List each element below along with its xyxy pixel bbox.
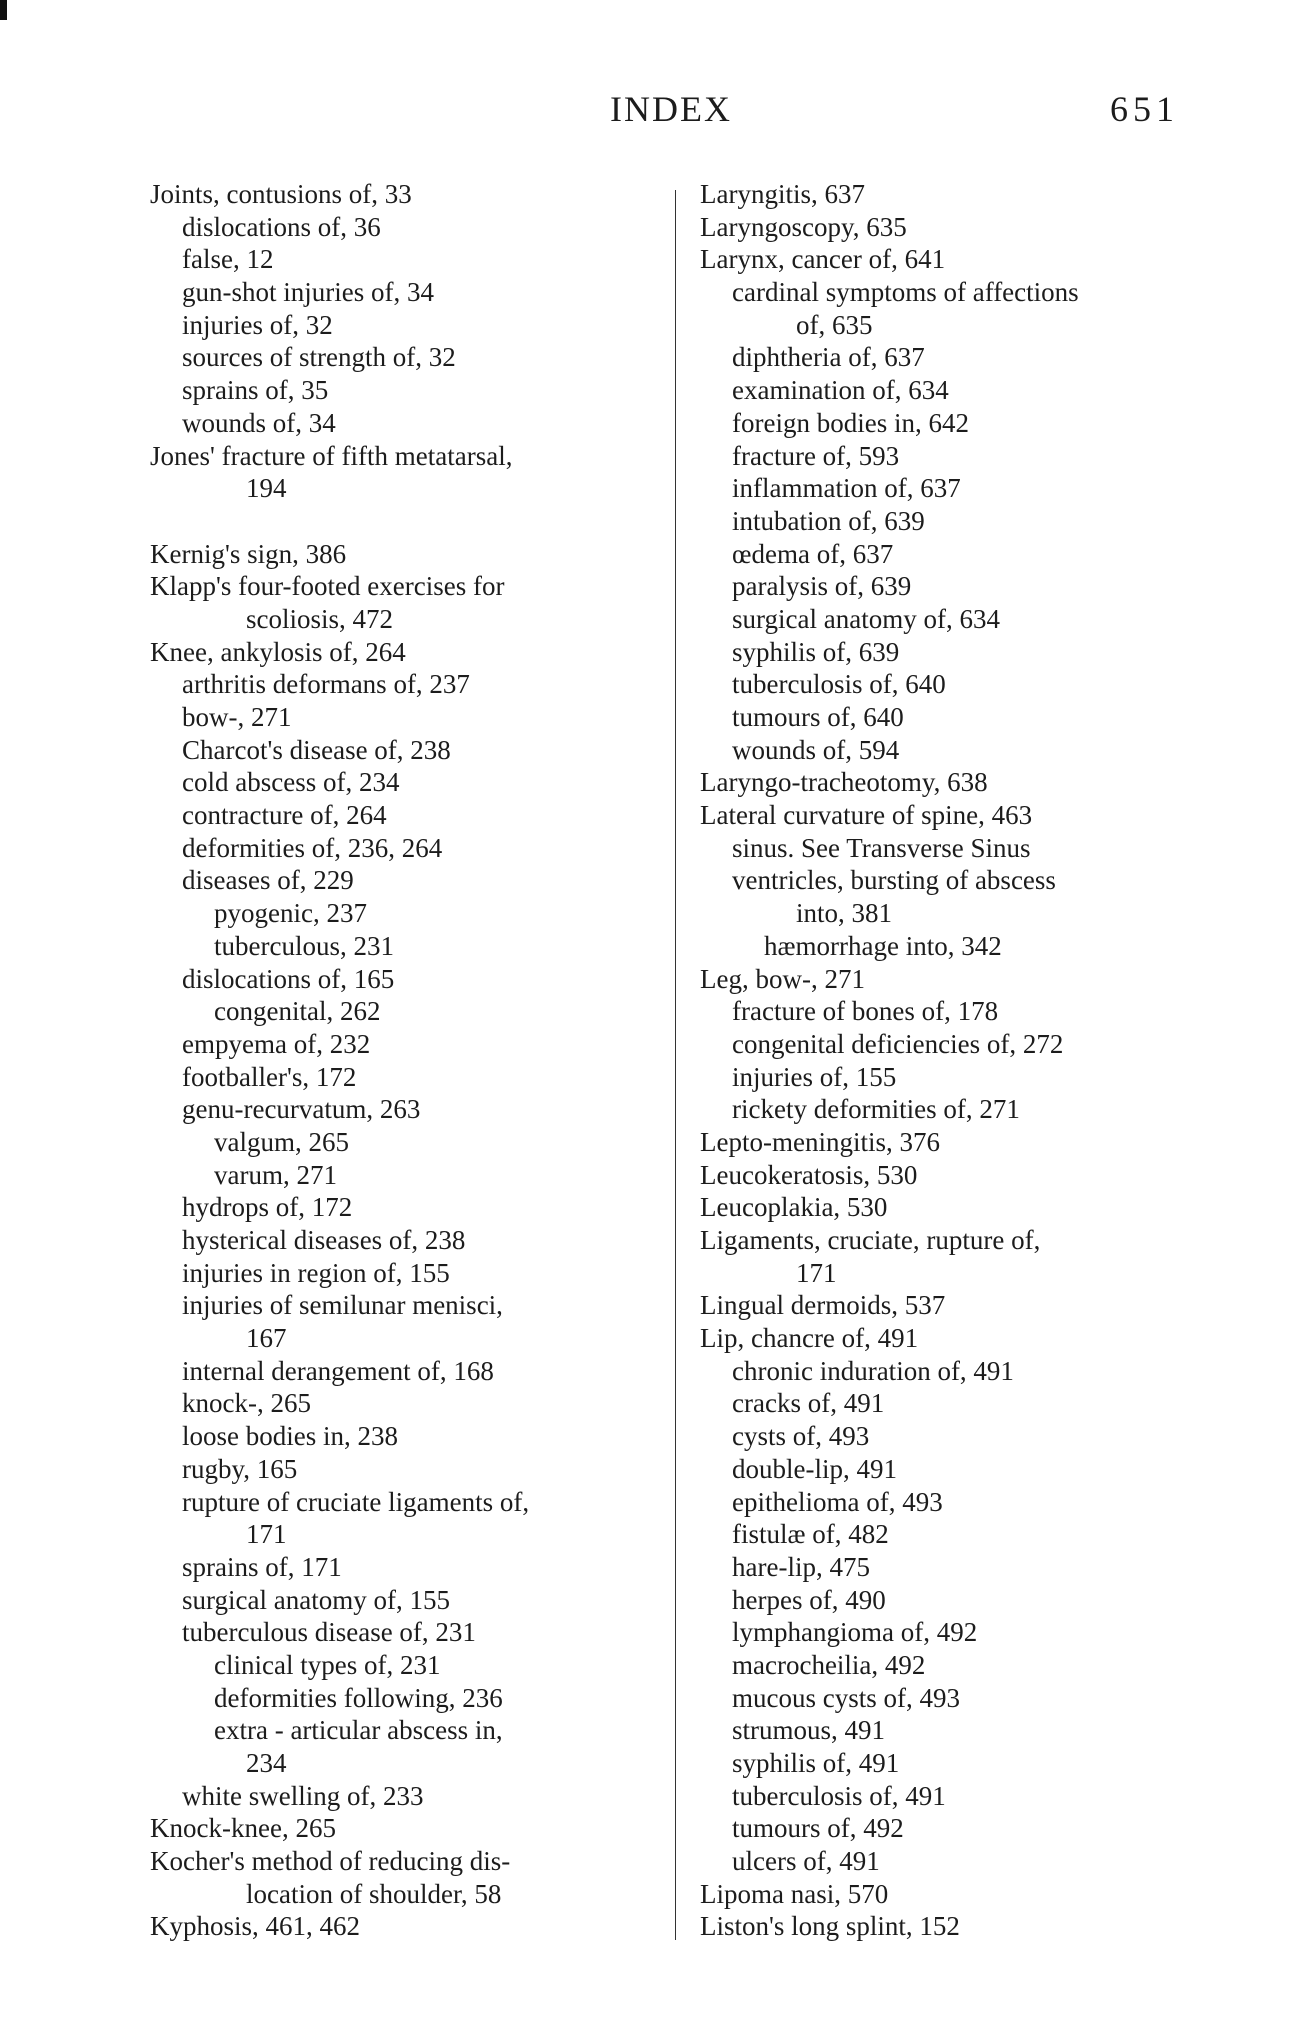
- index-subentry: loose bodies in, 238: [182, 1421, 398, 1452]
- index-entry-continuation: into, 381: [796, 898, 893, 929]
- index-subentry: chronic induration of, 491: [732, 1355, 1014, 1386]
- index-entry: Joints, contusions of, 33: [150, 179, 412, 209]
- index-entry: Knee, ankylosis of, 264: [150, 636, 406, 667]
- index-subentry: diphtheria of, 637: [732, 342, 925, 373]
- index-subentry: mucous cysts of, 493: [732, 1682, 960, 1713]
- index-subentry: rickety deformities of, 271: [732, 1094, 1020, 1125]
- index-subentry: examination of, 634: [732, 375, 949, 406]
- index-subsubentry: pyogenic, 237: [214, 898, 367, 929]
- index-subentry: rugby, 165: [182, 1453, 298, 1484]
- index-entry-continuation: scoliosis, 472: [246, 603, 394, 634]
- index-subentry: œdema of, 637: [732, 538, 894, 569]
- index-subentry: syphilis of, 639: [732, 636, 900, 667]
- index-entry: Kocher's method of reducing dis-: [150, 1846, 511, 1877]
- index-subentry: arthritis deformans of, 237: [182, 669, 470, 700]
- index-subsubentry: congenital, 262: [214, 996, 381, 1027]
- index-subentry: paralysis of, 639: [732, 571, 912, 602]
- index-subentry: surgical anatomy of, 634: [732, 603, 1000, 634]
- index-entry: Laryngitis, 637: [700, 179, 865, 209]
- index-subentry: Charcot's disease of, 238: [182, 734, 451, 765]
- index-entry: Lingual dermoids, 537: [700, 1290, 946, 1321]
- index-subentry: ulcers of, 491: [732, 1846, 880, 1877]
- index-subentry: tuberculous disease of, 231: [182, 1617, 476, 1648]
- index-subentry: epithelioma of, 493: [732, 1486, 943, 1517]
- index-entry: Kyphosis, 461, 462: [150, 1911, 361, 1942]
- index-subentry: syphilis of, 491: [732, 1748, 900, 1778]
- index-subentry: congenital deficiencies of, 272: [732, 1028, 1064, 1059]
- index-entry: Lipoma nasi, 570: [700, 1878, 889, 1909]
- index-entry: Ligaments, cruciate, rupture of,: [700, 1225, 1041, 1255]
- index-entry: Leucoplakia, 530: [700, 1192, 888, 1223]
- index-entry: Lateral curvature of spine, 463: [700, 800, 1033, 831]
- entry-spacer: [150, 505, 680, 538]
- index-subentry: foreign bodies in, 642: [732, 407, 969, 438]
- index-entry-continuation: 194: [246, 473, 287, 504]
- index-entry: Liston's long splint, 152: [700, 1911, 960, 1942]
- index-subentry: ventricles, bursting of abscess: [732, 865, 1056, 896]
- index-subentry: cysts of, 493: [732, 1421, 870, 1452]
- index-subentry: fracture of, 593: [732, 440, 900, 471]
- index-subentry: false, 12: [182, 244, 274, 275]
- index-subentry: cardinal symptoms of affections: [732, 277, 1079, 308]
- index-subentry: contracture of, 264: [182, 800, 387, 831]
- index-subentry: cold abscess of, 234: [182, 767, 400, 798]
- index-column-left: [150, 178, 680, 1943]
- index-subentry: sources of strength of, 32: [182, 342, 456, 373]
- index-entry-continuation: 234: [246, 1748, 287, 1778]
- index-subentry: wounds of, 594: [732, 734, 900, 765]
- index-entry: Kernig's sign, 386: [150, 538, 347, 569]
- index-subentry: lymphangioma of, 492: [732, 1617, 978, 1648]
- index-subentry: fistulæ of, 482: [732, 1519, 889, 1550]
- page-header: [0, 88, 1301, 132]
- index-subentry: cracks of, 491: [732, 1388, 885, 1419]
- index-subentry: surgical anatomy of, 155: [182, 1584, 450, 1615]
- index-subentry: empyema of, 232: [182, 1028, 371, 1059]
- index-entry: Jones' fracture of fifth metatarsal,: [150, 440, 513, 471]
- index-entry-continuation: 167: [246, 1323, 287, 1354]
- index-column-right: [700, 178, 1200, 1943]
- index-entry-continuation: location of shoulder, 58: [246, 1878, 502, 1909]
- index-subsubentry: clinical types of, 231: [214, 1649, 441, 1680]
- index-subentry: sinus. See Transverse Sinus: [732, 832, 1031, 863]
- index-subentry: white swelling of, 233: [182, 1780, 424, 1811]
- index-entry-continuation: 171: [246, 1519, 287, 1550]
- index-subentry: tumours of, 640: [732, 702, 904, 732]
- index-entry-continuation: of, 635: [796, 309, 873, 340]
- index-subentry: sprains of, 171: [182, 1551, 342, 1582]
- index-subentry: hysterical diseases of, 238: [182, 1225, 466, 1255]
- index-subentry: tuberculosis of, 640: [732, 669, 946, 700]
- index-subentry: double-lip, 491: [732, 1453, 897, 1484]
- index-subentry: deformities of, 236, 264: [182, 832, 443, 863]
- index-subsubentry: extra - articular abscess in,: [214, 1715, 503, 1746]
- index-subsubentry: varum, 271: [214, 1159, 337, 1190]
- index-entry: Leucokeratosis, 530: [700, 1159, 918, 1190]
- index-subentry: injuries of semilunar menisci,: [182, 1290, 503, 1321]
- index-entry: Laryngoscopy, 635: [700, 211, 907, 242]
- index-subsubentry: deformities following, 236: [214, 1682, 503, 1713]
- index-entry: Lepto-meningitis, 376: [700, 1126, 940, 1157]
- index-subsubentry: valgum, 265: [214, 1126, 349, 1157]
- index-subentry: sprains of, 35: [182, 375, 329, 406]
- index-subentry: wounds of, 34: [182, 407, 336, 438]
- index-entry: Klapp's four-footed exercises for: [150, 571, 505, 602]
- index-entry: Knock-knee, 265: [150, 1813, 336, 1844]
- page-number: 651: [1110, 89, 1179, 129]
- index-subentry: knock-, 265: [182, 1388, 311, 1419]
- index-subentry: injuries of, 155: [732, 1061, 897, 1092]
- index-subentry: bow-, 271: [182, 702, 292, 732]
- index-subentry: macrocheilia, 492: [732, 1649, 926, 1680]
- index-subentry: internal derangement of, 168: [182, 1355, 494, 1386]
- index-subentry: genu-recurvatum, 263: [182, 1094, 421, 1125]
- index-entry: Leg, bow-, 271: [700, 963, 865, 994]
- index-subentry: hydrops of, 172: [182, 1192, 353, 1223]
- index-entry: Laryngo-tracheotomy, 638: [700, 767, 988, 798]
- index-subentry: rupture of cruciate ligaments of,: [182, 1486, 530, 1517]
- index-subsubentry: hæmorrhage into, 342: [764, 930, 1002, 961]
- index-subentry: diseases of, 229: [182, 865, 354, 896]
- index-entry: Lip, chancre of, 491: [700, 1323, 919, 1354]
- index-entry: Larynx, cancer of, 641: [700, 244, 946, 275]
- index-subentry: injuries of, 32: [182, 309, 333, 340]
- index-subentry: inflammation of, 637: [732, 473, 961, 504]
- index-subentry: dislocations of, 36: [182, 211, 381, 242]
- corner-mark: [0, 0, 7, 20]
- index-entry-continuation: 171: [796, 1257, 837, 1288]
- index-subentry: dislocations of, 165: [182, 963, 395, 994]
- index-subentry: fracture of bones of, 178: [732, 996, 999, 1027]
- index-subentry: intubation of, 639: [732, 505, 925, 536]
- index-subentry: injuries in region of, 155: [182, 1257, 450, 1288]
- index-subsubentry: tuberculous, 231: [214, 930, 394, 961]
- index-subentry: strumous, 491: [732, 1715, 886, 1746]
- page-title: INDEX: [610, 89, 732, 129]
- index-subentry: herpes of, 490: [732, 1584, 886, 1615]
- index-subentry: gun-shot injuries of, 34: [182, 277, 434, 308]
- index-subentry: hare-lip, 475: [732, 1551, 870, 1582]
- index-subentry: tumours of, 492: [732, 1813, 904, 1844]
- column-divider: [675, 190, 676, 1940]
- index-subentry: footballer's, 172: [182, 1061, 357, 1092]
- index-subentry: tuberculosis of, 491: [732, 1780, 946, 1811]
